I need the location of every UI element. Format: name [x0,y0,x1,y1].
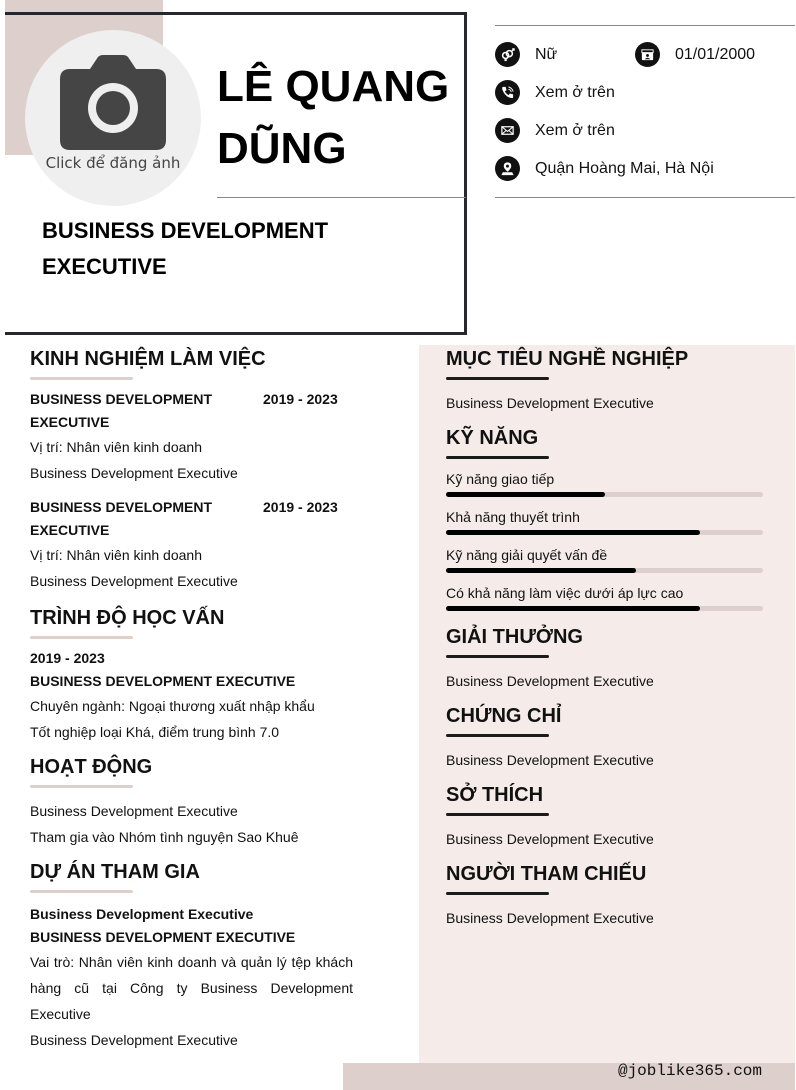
contact-email [495,118,615,143]
references-text: Business Development Executive [446,910,654,926]
name-line-2: DŨNG [217,124,347,173]
section-underline [30,636,133,639]
right-panel [419,345,795,1063]
name-line-1: LÊ QUANG [217,62,450,111]
skill-bar-track [446,606,763,611]
job-title: BUSINESS DEVELOPMENT EXECUTIVE [42,218,329,279]
hobbies-text: Business Development Executive [446,831,654,847]
contact-address [495,156,714,181]
experience-period: 2019 - 2023 [263,499,338,515]
address-value: Quận Hoàng Mai, Hà Nội [535,159,714,177]
references-title: NGƯỜI THAM CHIẾU [446,863,647,885]
contact-divider-bottom [495,197,795,198]
experience-item [30,388,353,486]
skill-bar-fill [446,530,700,535]
references-section [446,860,763,931]
experience-desc: Business Development Executive [30,465,238,481]
experience-position: Vị trí: Nhân viên kinh doanh [30,439,202,455]
project-role: Vai trò: Nhân viên kinh doanh và quản lý tệp khách hàng cũ tại Công ty Business Development Executive [30,954,353,1022]
skill-item [446,469,763,497]
hobbies-section [446,781,763,852]
email-value: Xem ở trên [535,121,615,139]
skill-bar-fill [446,568,636,573]
project-name: Business Development Executive [30,906,254,922]
education-title: TRÌNH ĐỘ HỌC VẤN [30,607,225,629]
experience-company: BUSINESS DEVELOPMENT EXECUTIVE [30,499,213,538]
section-underline [446,456,549,459]
certificates-text: Business Development Executive [446,752,654,768]
section-underline [30,785,133,788]
watermark: @joblike365.com [617,1062,762,1080]
education-section [30,604,353,745]
activities-section [30,753,353,850]
section-underline [446,892,549,895]
experience-section [30,345,353,594]
education-school: BUSINESS DEVELOPMENT EXECUTIVE [30,673,296,689]
skill-item [446,507,763,535]
awards-title: GIẢI THƯỞNG [446,626,583,648]
experience-desc: Business Development Executive [30,573,238,589]
phone-icon [495,80,520,105]
objective-title: MỤC TIÊU NGHỀ NGHIỆP [446,348,689,370]
awards-section [446,623,763,694]
contact-gender [495,42,557,67]
skill-bar-track [446,568,763,573]
name-divider [217,197,466,198]
objective-text: Business Development Executive [446,395,654,411]
experience-title: KINH NGHIỆM LÀM VIỆC [30,348,266,370]
gender-icon [495,42,520,67]
phone-value: Xem ở trên [535,83,615,101]
experience-item [30,496,353,594]
experience-period: 2019 - 2023 [263,391,338,407]
footer-bar [343,1063,795,1090]
contact-phone [495,80,615,105]
awards-text: Business Development Executive [446,673,654,689]
contact-birthday [635,42,755,67]
projects-title: DỰ ÁN THAM GIA [30,861,200,883]
skill-bar-track [446,530,763,535]
certificates-title: CHỨNG CHỈ [446,705,562,727]
skills-title: KỸ NĂNG [446,427,539,449]
skill-bar-track [446,492,763,497]
education-major: Chuyên ngành: Ngoại thương xuất nhập khẩu [30,698,315,714]
section-underline [30,890,133,893]
skill-label: Có khả năng làm việc dưới áp lực cao [446,585,684,601]
project-desc: Business Development Executive [30,1032,238,1048]
experience-company: BUSINESS DEVELOPMENT EXECUTIVE [30,391,213,430]
skill-label: Kỹ năng giao tiếp [446,471,555,487]
section-underline [446,813,549,816]
photo-caption: Click để đăng ảnh [45,154,181,172]
projects-section [30,858,353,1053]
activity-line: Tham gia vào Nhóm tình nguyện Sao Khuê [30,829,299,845]
skill-bar-fill [446,606,700,611]
birthday-value: 01/01/2000 [675,45,756,63]
activity-line: Business Development Executive [30,803,238,819]
location-icon [495,156,520,181]
hobbies-title: SỞ THÍCH [446,784,544,806]
contact-divider-top [495,25,795,26]
skills-section [446,424,763,611]
section-underline [446,655,549,658]
education-grade: Tốt nghiệp loại Khá, điểm trung bình 7.0 [30,724,280,740]
experience-position: Vị trí: Nhân viên kinh doanh [30,547,202,563]
project-company: BUSINESS DEVELOPMENT EXECUTIVE [30,929,296,945]
avatar-upload[interactable] [25,30,201,206]
gender-value: Nữ [535,45,558,63]
section-underline [446,734,549,737]
skill-item [446,583,763,611]
camera-icon [60,55,166,150]
section-underline [30,377,133,380]
skill-item [446,545,763,573]
mail-icon [495,118,520,143]
education-period: 2019 - 2023 [30,650,105,666]
candidate-name [217,56,449,180]
skill-label: Kỹ năng giải quyết vấn đề [446,547,608,563]
section-underline [446,377,549,380]
calendar-icon [635,42,660,67]
skill-bar-fill [446,492,605,497]
objective-section [446,345,763,416]
activities-title: HOẠT ĐỘNG [30,756,153,778]
skill-label: Khả năng thuyết trình [446,509,580,525]
left-column [30,345,353,1053]
certificates-section [446,702,763,773]
